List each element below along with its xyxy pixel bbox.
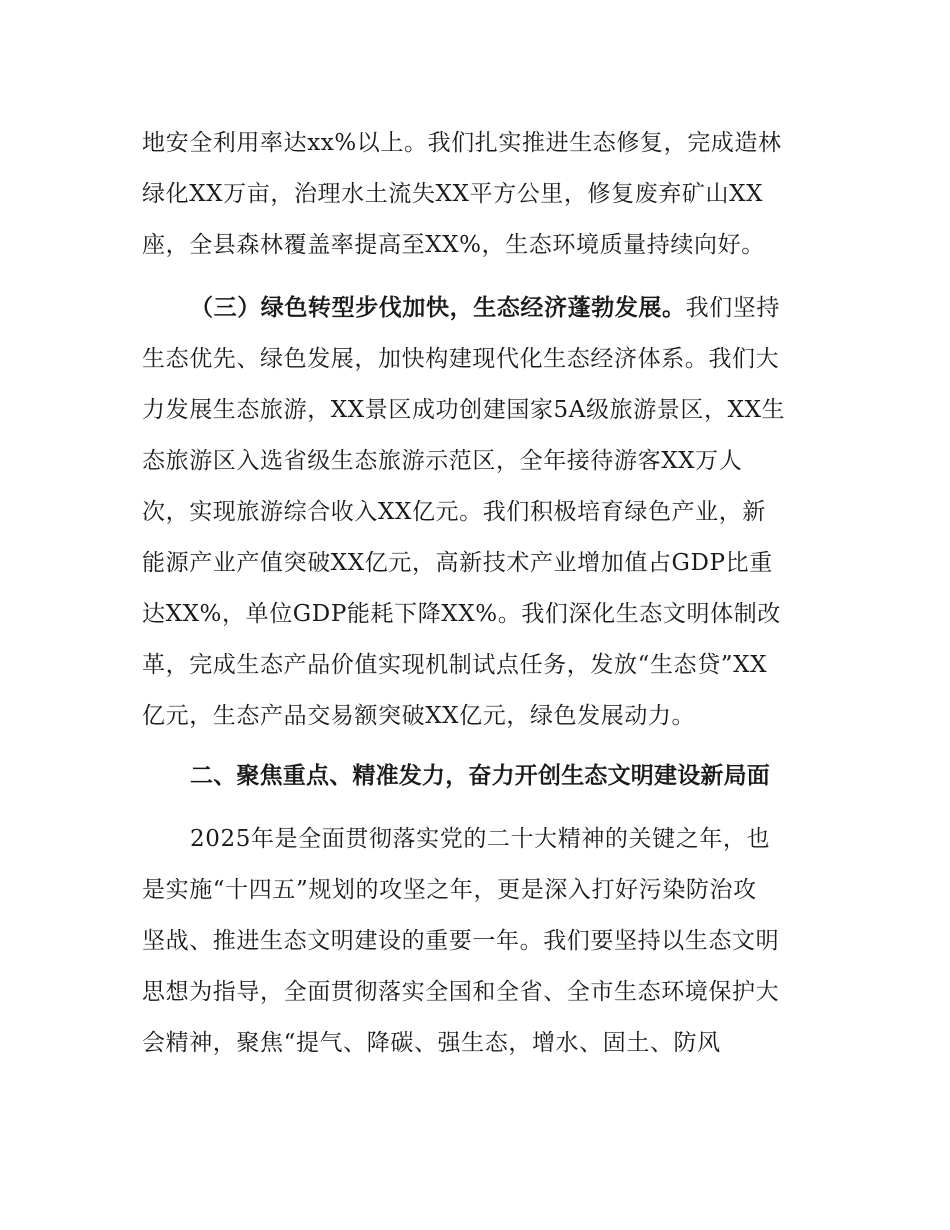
- section-three-lead-line: [190, 293, 870, 323]
- body-text-line: 生态优先、绿色发展，加快构建现代化生态经济体系。我们大: [142, 346, 780, 372]
- body-text-line: 亿元，生态产品交易额突破XX亿元，绿色发展动力。: [142, 703, 696, 729]
- body-text-line: 是实施“十四五”规划的攻坚之年，更是深入打好污染防治攻: [142, 877, 757, 903]
- body-text-line: 2025年是全面贯彻落实党的二十大精神的关键之年，也: [190, 826, 771, 852]
- body-text-line: 革，完成生态产品价值实现机制试点任务，发放“生态贷”XX: [142, 652, 768, 678]
- section-two-heading: 二、聚焦重点、精准发力，奋力开创生态文明建设新局面: [190, 763, 770, 789]
- body-text-line: 坚战、推进生态文明建设的重要一年。我们要坚持以生态文明: [142, 928, 780, 954]
- body-text-line: 会精神，聚焦“提气、降碳、强生态，增水、固土、防风: [142, 1030, 721, 1056]
- body-text-line: 思想为指导，全面贯彻落实全国和全省、全市生态环境保护大: [142, 979, 780, 1005]
- body-text-line: 绿化XX万亩，治理水土流失XX平方公里，修复废弃矿山XX: [142, 181, 764, 207]
- body-text-line: 力发展生态旅游，XX景区成功创建国家5A级旅游景区，XX生: [142, 397, 786, 423]
- section-three-lead-text: 我们坚持: [685, 295, 781, 321]
- body-text-line: 能源产业产值突破XX亿元，高新技术产业增加值占GDP比重: [142, 550, 773, 576]
- body-text-line: 态旅游区入选省级生态旅游示范区，全年接待游客XX万人: [142, 448, 743, 474]
- body-text-line: 次，实现旅游综合收入XX亿元。我们积极培育绿色产业，新: [142, 499, 766, 525]
- body-text-line: 地安全利用率达xx%以上。我们扎实推进生态修复，完成造林: [142, 130, 782, 156]
- body-text-line: 座，全县森林覆盖率提高至XX%，生态环境质量持续向好。: [142, 232, 765, 258]
- section-three-heading: （三）绿色转型步伐加快，生态经济蓬勃发展。: [190, 295, 686, 321]
- body-text-line: 达XX%，单位GDP能耗下降XX%。我们深化生态文明体制改: [142, 601, 781, 627]
